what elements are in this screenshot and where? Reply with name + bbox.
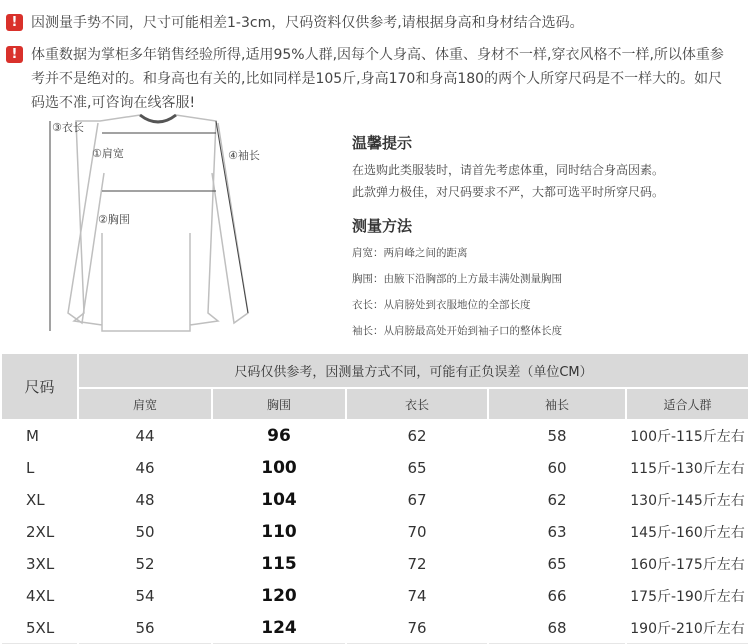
tips-title: 温馨提示 <box>352 134 413 152</box>
chest-cell: 104 <box>212 484 346 516</box>
column-header-row <box>1 388 749 420</box>
length-cell: 62 <box>346 420 488 452</box>
size-cell: XL <box>1 484 78 516</box>
chest-cell: 96 <box>212 420 346 452</box>
sleeve-cell: 65 <box>488 548 626 580</box>
size-table <box>0 352 750 644</box>
chest-cell: 110 <box>212 516 346 548</box>
shoulder-cell: 44 <box>78 420 212 452</box>
shirt-outline-icon <box>40 113 340 348</box>
length-cell: 65 <box>346 452 488 484</box>
measure-chest: 胸围：由腋下沿胸部的上方最丰满处测量胸围 <box>352 273 562 285</box>
size-cell: 4XL <box>1 580 78 612</box>
measure-title: 测量方法 <box>352 217 413 235</box>
length-cell: 70 <box>346 516 488 548</box>
table-note: 尺码仅供参考，因测量方式不同，可能有正负误差（单位CM） <box>78 353 749 388</box>
size-column-header: 尺码 <box>1 353 78 420</box>
fit-cell: 190斤-210斤左右 <box>626 612 749 644</box>
tips-section <box>352 132 742 344</box>
column-header-length: 衣长 <box>346 388 488 420</box>
shoulder-cell: 52 <box>78 548 212 580</box>
fit-cell: 175斤-190斤左右 <box>626 580 749 612</box>
fit-cell: 130斤-145斤左右 <box>626 484 749 516</box>
table-row <box>1 580 749 612</box>
table-row <box>1 484 749 516</box>
note-text: 体重数据为掌柜多年销售经验所得,适用95%人群,因每个人身高、体重、身材不一样,穿衣风格不一样,所以体重参考并不是绝对的。和身高也有关的,比如同样是105斤,身高170和身高180的两个人所穿尺码是不一样大的。如尺码选不准,可咨询在线客服! <box>31 47 724 111</box>
sleeve-cell: 58 <box>488 420 626 452</box>
chest-label: ②胸围 <box>98 213 130 226</box>
column-header-sleeve: 袖长 <box>488 388 626 420</box>
warning-icon: ! <box>6 14 23 31</box>
sleeve-cell: 66 <box>488 580 626 612</box>
shoulder-cell: 56 <box>78 612 212 644</box>
table-row <box>1 612 749 644</box>
table-row <box>1 420 749 452</box>
length-cell: 76 <box>346 612 488 644</box>
tips-line: 在选购此类服装时，请首先考虑体重，同时结合身高因素。 <box>352 163 665 177</box>
sleeve-cell: 63 <box>488 516 626 548</box>
shoulder-label: ①肩宽 <box>92 147 124 160</box>
chest-cell: 120 <box>212 580 346 612</box>
measure-shoulder: 肩宽：两肩峰之间的距离 <box>352 247 468 259</box>
measure-sleeve: 袖长：从肩膀最高处开始到袖子口的整体长度 <box>352 325 562 337</box>
fit-cell: 115斤-130斤左右 <box>626 452 749 484</box>
note-item <box>6 11 584 35</box>
shoulder-cell: 54 <box>78 580 212 612</box>
note-item <box>6 43 731 115</box>
sleeve-cell: 62 <box>488 484 626 516</box>
length-cell: 67 <box>346 484 488 516</box>
size-cell: M <box>1 420 78 452</box>
size-cell: 5XL <box>1 612 78 644</box>
table-row <box>1 452 749 484</box>
length-cell: 74 <box>346 580 488 612</box>
measure-length: 衣长：从肩膀处到衣服地位的全部长度 <box>352 299 531 311</box>
size-cell: L <box>1 452 78 484</box>
chest-cell: 115 <box>212 548 346 580</box>
sleeve-label: ④袖长 <box>228 149 260 162</box>
chest-cell: 124 <box>212 612 346 644</box>
column-header-chest: 胸围 <box>212 388 346 420</box>
fit-cell: 145斤-160斤左右 <box>626 516 749 548</box>
note-text: 因测量手势不同，尺寸可能相差1-3cm，尺码资料仅供参考,请根据身高和身材结合选码。 <box>31 15 584 31</box>
sleeve-cell: 68 <box>488 612 626 644</box>
shoulder-cell: 46 <box>78 452 212 484</box>
chest-cell: 100 <box>212 452 346 484</box>
shirt-diagram <box>40 113 340 348</box>
shoulder-cell: 50 <box>78 516 212 548</box>
length-label: ③衣长 <box>52 121 84 134</box>
fit-cell: 160斤-175斤左右 <box>626 548 749 580</box>
sleeve-cell: 60 <box>488 452 626 484</box>
size-cell: 3XL <box>1 548 78 580</box>
table-header-row <box>1 353 749 388</box>
column-header-shoulder: 肩宽 <box>78 388 212 420</box>
shoulder-cell: 48 <box>78 484 212 516</box>
fit-cell: 100斤-115斤左右 <box>626 420 749 452</box>
table-row <box>1 516 749 548</box>
warning-icon: ! <box>6 46 23 63</box>
column-header-fit: 适合人群 <box>626 388 749 420</box>
table-row <box>1 548 749 580</box>
tips-line: 此款弹力极佳，对尺码要求不严，大都可选平时所穿尺码。 <box>352 185 665 199</box>
size-cell: 2XL <box>1 516 78 548</box>
length-cell: 72 <box>346 548 488 580</box>
